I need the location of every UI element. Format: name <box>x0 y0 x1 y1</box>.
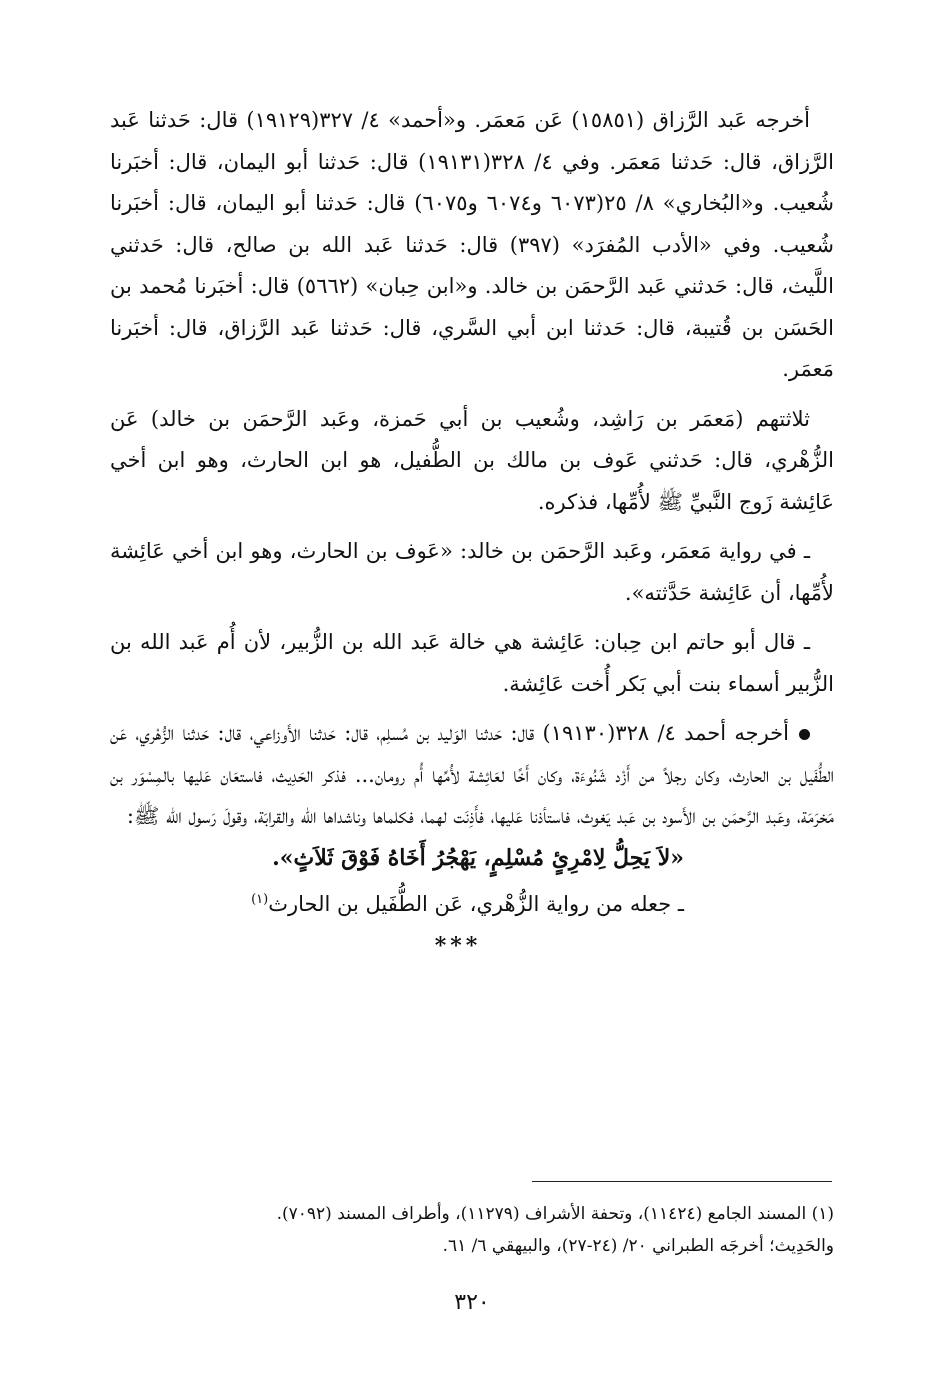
footnotes <box>110 1198 834 1262</box>
paragraph-closing-note <box>110 879 834 926</box>
section-separator-stars: *** <box>434 932 482 959</box>
hadith-text: «لاَ يَحِلُّ لِامْرِئٍ مُسْلِمٍ، يَهْجُرُ أَخَاهُ فَوْقَ ثَلاَثٍ». <box>272 844 684 871</box>
page-number: ٣٢٠ <box>454 1290 490 1315</box>
footnote-ref: (١) <box>251 892 269 907</box>
paragraph-riwaya-note: ـ في رواية مَعمَر، وعَبد الرَّحمَن بن خالد: «عَوف بن الحارث، وهو ابن أخي عَائِشة لأُمِّها، أن عَائِشة حَدَّثته». <box>110 539 834 605</box>
paragraph-takhrij-2-text: أخرجه أحمد ٤/ ٣٢٨(١٩١٣٠) قال: حَدثنا الوَليد بن مُسلِم، قال: حَدثنا الأَوزاعي، قال: حَدثنا الزُّهْري، عَن الطُّفَيل بن الحارث، وكان رجلاً من أَزْد شَنُوءَة، وكان أَخًا لعَائِشة لأُمِّها أُم رومان... فذكر الحَدِيث، فاستعَان عَليها بالمِسْوَر بن مَخرَمَة، وعَبد الرَّحمَن بن الأَسود بن عَبد يَغوث، فاستأذنا عَليها، فأَذِنَت لهما، فكلماها وناشداها الله والقرابَة، وقولَ رَسول الله ﷺ: <box>110 721 834 828</box>
footnote-1: (١) المسند الجامع (١١٤٢٤)، وتحفة الأشراف (١١٢٧٩)، وأطراف المسند (٧٠٩٢). <box>276 1204 834 1224</box>
footnote-divider <box>532 1181 832 1182</box>
paragraph-isnad-summary: ثلاثتهم (مَعمَر بن رَاشِد، وشُعيب بن أبي حَمزة، وعَبد الرَّحمَن بن خالد) عَن الزُّهْري، قال: حَدثني عَوف بن مالك بن الطُّفيل، هو ابن الحارث، وهو ابن أخي عَائِشة زَوج النَّبيِّ ﷺ لأُمِّها، فذكره. <box>110 406 834 514</box>
closing-note-text: ـ جعله من رواية الزُّهْري، عَن الطُّفَيل بن الحارث <box>268 892 684 916</box>
main-text <box>110 100 834 967</box>
paragraph-takhrij-2 <box>110 713 834 838</box>
footnote-1-continued: والحَدِيث؛ أخرجَه الطبراني ٢٠/ (٢٤-٢٧)، والبيهقي ٦/ ٦١. <box>442 1236 834 1256</box>
paragraph-ibn-hibban-note: ـ قال أبو حاتم ابن حِبان: عَائِشة هي خالة عَبد الله بن الزُّبير، لأن أُم عَبد الله بن الزُّبير أسماء بنت أبي بَكر أُخت عَائِشة. <box>110 630 834 696</box>
bullet-icon <box>799 729 810 740</box>
paragraph-takhrij-1: أخرجه عَبد الرَّزاق (١٥٨٥١) عَن مَعمَر. و«أحمد» ٤/ ٣٢٧(١٩١٢٩) قال: حَدثنا عَبد الرَّزاق، قال: حَدثنا مَعمَر. وفي ٤/ ٣٢٨(١٩١٣١) قال: حَدثنا أبو اليمان، قال: أخبَرنا شُعيب. و«البُخاري» ٨/ ٢٥(٦٠٧٣ و٦٠٧٤ و٦٠٧٥) قال: حَدثنا أبو اليمان، قال: أخبَرنا شُعيب. وفي «الأدب المُفرَد» (٣٩٧) قال: حَدثنا عَبد الله بن صالح، قال: حَدثني اللَّيث، قال: حَدثني عَبد الرَّحمَن بن خالد. و«ابن حِبان» (٥٦٦٢) قال: أخبَرنا مُحمد بن الحَسَن بن قُتيبة، قال: حَدثنا ابن أبي السَّري، قال: حَدثنا عَبد الرَّزاق، قال: أخبَرنا مَعمَر. <box>110 108 835 381</box>
